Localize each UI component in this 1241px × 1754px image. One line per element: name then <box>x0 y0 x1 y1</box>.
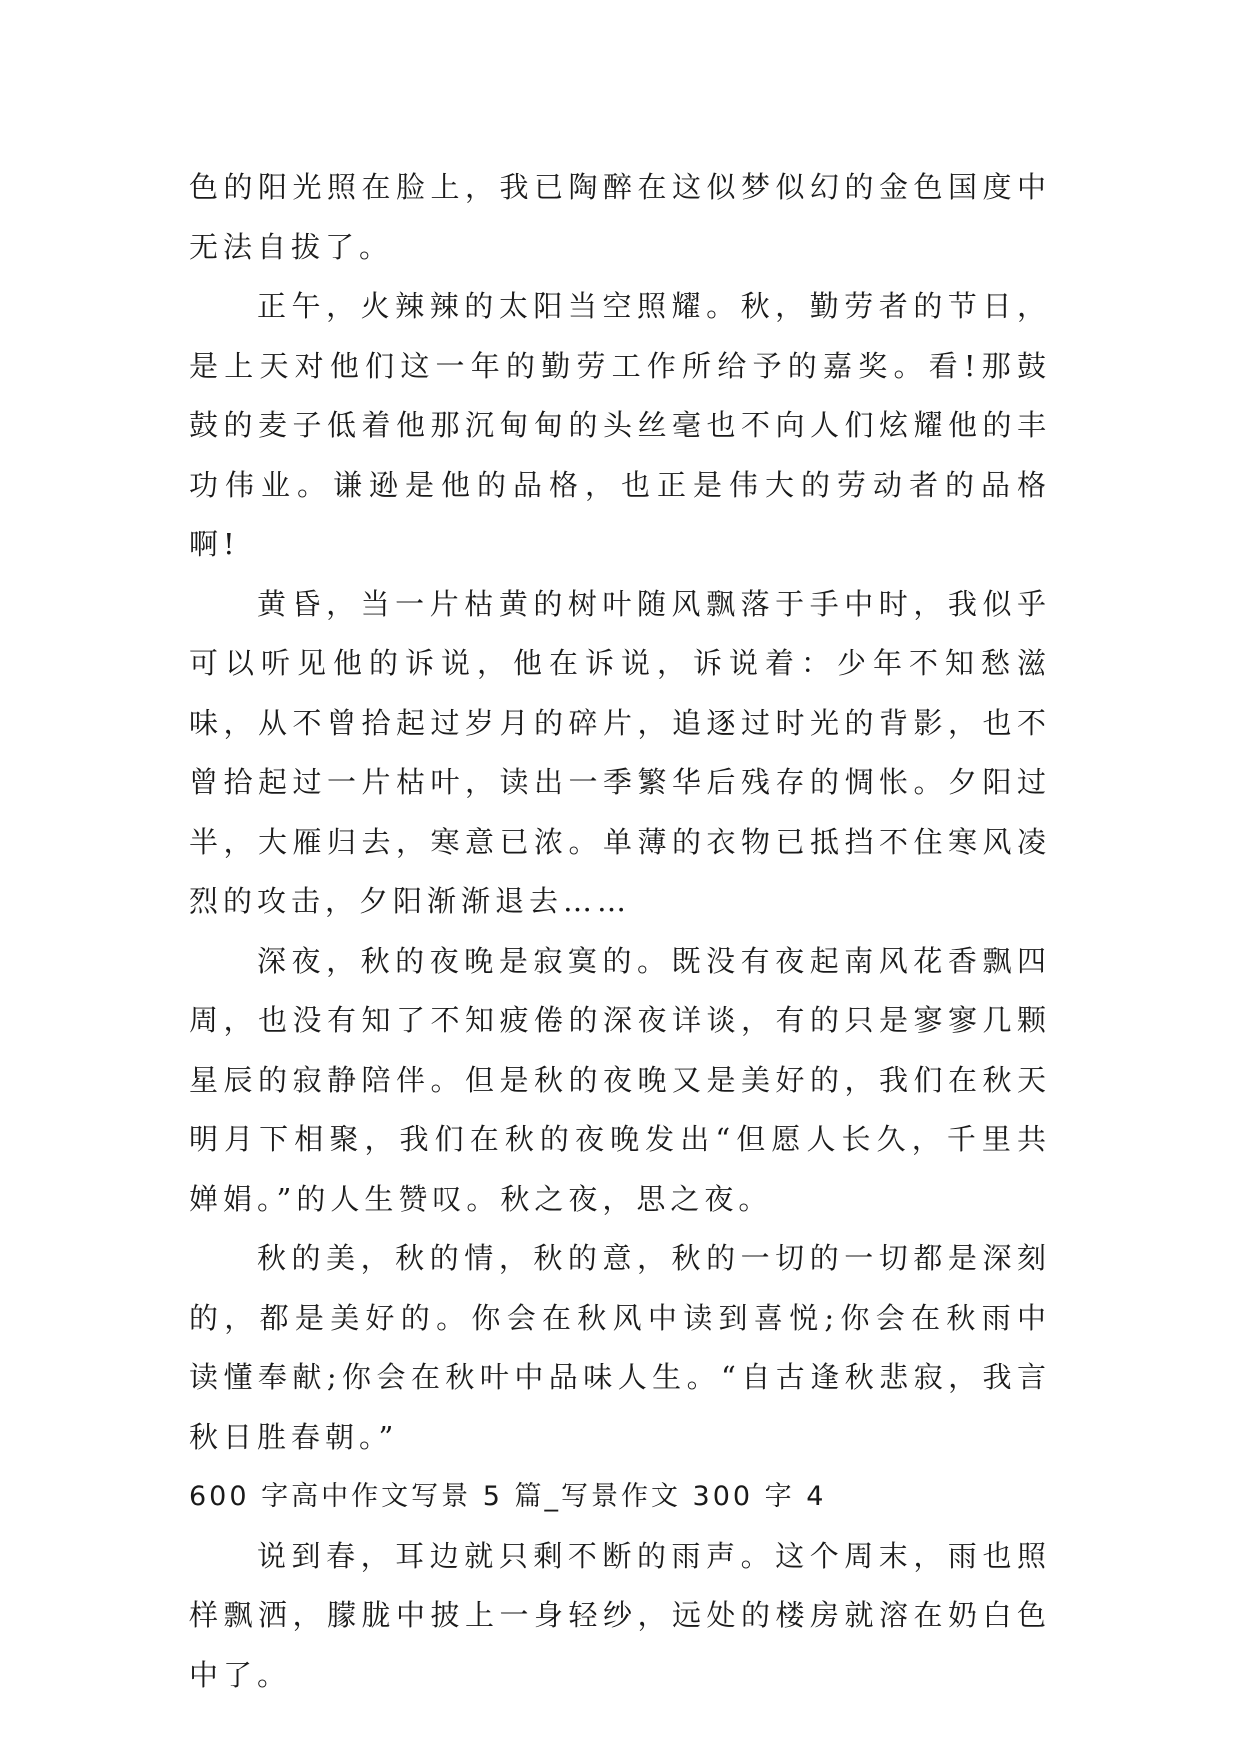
paragraph-autumn-summary: 秋的美，秋的情，秋的意，秋的一切的一切都是深刻的，都是美好的。你会在秋风中读到喜悦;你会在秋雨中读懂奉献;你会在秋叶中品味人生。“自古逢秋悲寂，我言秋日胜春朝。” <box>189 1241 1051 1454</box>
paragraph-noon: 正午，火辣辣的太阳当空照耀。秋，勤劳者的节日，是上天对他们这一年的勤劳工作所给予的嘉奖。看!那鼓鼓的麦子低着他那沉甸甸的头丝毫也不向人们炫耀他的丰功伟业。谦逊是他的品格，也正是伟大的劳动者的品格啊! <box>189 289 1051 561</box>
section-heading: 600 字高中作文写景 5 篇_写景作文 300 字 4 <box>189 1481 827 1512</box>
paragraph-spring-rain: 说到春，耳边就只剩不断的雨声。这个周末，雨也照样飘洒，朦胧中披上一身轻纱，远处的楼房就溶在奶白色中了。 <box>189 1538 1051 1692</box>
paragraph-continuation: 色的阳光照在脸上，我已陶醉在这似梦似幻的金色国度中无法自拔了。 <box>189 170 1051 264</box>
document-body <box>189 158 1051 1705</box>
paragraph-dusk: 黄昏，当一片枯黄的树叶随风飘落于手中时，我似乎可以听见他的诉说，他在诉说，诉说着：少年不知愁滋味，从不曾拾起过岁月的碎片，追逐过时光的背影，也不曾拾起过一片枯叶，读出一季繁华后残存的惆怅。夕阳过半，大雁归去，寒意已浓。单薄的衣物已抵挡不住寒风凌烈的攻击，夕阳渐渐退去…… <box>189 586 1051 918</box>
paragraph-night: 深夜，秋的夜晚是寂寞的。既没有夜起南风花香飘四周，也没有知了不知疲倦的深夜详谈，有的只是寥寥几颗星辰的寂静陪伴。但是秋的夜晚又是美好的，我们在秋天明月下相聚，我们在秋的夜晚发出“但愿人长久，千里共婵娟。”的人生赞叹。秋之夜，思之夜。 <box>189 943 1051 1216</box>
